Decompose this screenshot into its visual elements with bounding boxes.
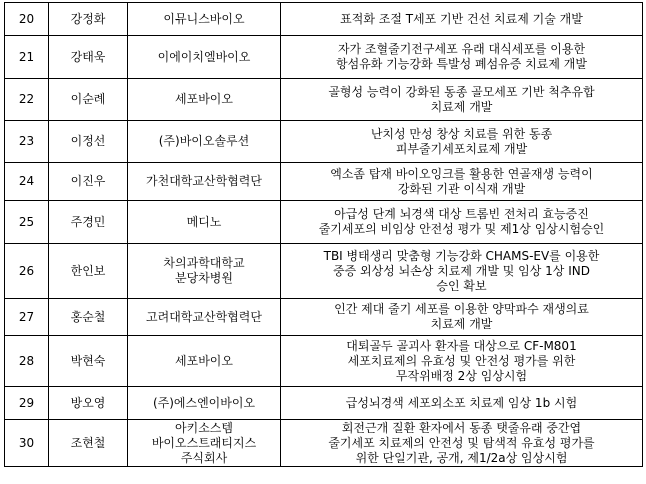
row-number: 29 [5,387,49,420]
organization [128,3,281,36]
organization [128,244,281,299]
project-title-line: TBI 병태생리 맞춤형 기능강화 CHAMS-EV를 이용한 [323,248,600,263]
researcher-name: 강정화 [49,3,128,36]
organization-line: 바이오스트래티지스 [151,435,257,450]
organization [128,299,281,336]
project-title-line: 표적화 조절 T세포 기반 건선 치료제 기술 개발 [340,11,583,26]
table-row [5,79,643,121]
project-title [281,420,643,467]
row-number: 25 [5,201,49,244]
project-title-line: 골형성 능력이 강화된 동종 골모세포 기반 척추유합 [328,84,595,99]
project-title [281,387,643,420]
project-title-line: 위한 단일기관, 공개, 제1/2a상 임상시험 [355,450,568,465]
row-number: 27 [5,299,49,336]
table-row [5,299,643,336]
table-body [5,3,643,467]
project-title-line: 회전근개 질환 환자에서 동종 탯줄유래 중간엽 [341,420,582,435]
project-title [281,79,643,121]
organization-line: 가천대학교산학협력단 [146,174,262,188]
project-title [281,244,643,299]
table-row [5,3,643,36]
researcher-name: 박현숙 [49,336,128,387]
organization-line: 주식회사 [180,450,228,465]
researcher-name: 이진우 [49,163,128,201]
organization-line: 이에이치엘바이오 [157,49,251,64]
organization-line: 차의과학대학교 [163,256,245,270]
project-title-line: 줄기세포 치료제의 안전성 및 탐색적 유효성 평가를 [328,435,595,450]
table-row [5,163,643,201]
organization [128,163,281,201]
row-number: 24 [5,163,49,201]
project-title-line: 항섬유화 기능강화 특발성 폐섬유증 치료제 개발 [336,57,587,71]
row-number: 22 [5,79,49,121]
project-title [281,36,643,79]
project-title-line: 승인 확보 [436,278,487,293]
organization [128,201,281,244]
project-title-line: 인간 제대 줄기 세포를 이용한 양막파수 재생의료 [334,302,589,316]
project-title [281,3,643,36]
table-row [5,336,643,387]
project-title-line: 아급성 단계 뇌경색 대상 트롬빈 전처리 효능증진 [334,207,589,221]
researcher-name: 방오영 [49,387,128,420]
organization-line: 고려대학교산학협력단 [146,309,262,324]
researcher-name: 홍순철 [49,299,128,336]
row-number: 21 [5,36,49,79]
row-number: 28 [5,336,49,387]
project-title-line: 중증 외상성 뇌손상 치료제 개발 및 임상 1상 IND [333,263,590,278]
organization-line: (주)바이오솔루션 [158,134,250,148]
project-title-line: 무작위배정 2상 임상시험 [395,368,528,383]
organization [128,121,281,163]
researcher-name: 이순례 [49,79,128,121]
organization-line: 세포바이오 [175,353,233,368]
researcher-name: 강태욱 [49,36,128,79]
project-title-line: 강화된 기관 이식재 개발 [397,181,526,196]
researcher-name: 주경민 [49,201,128,244]
table-row [5,244,643,299]
organization-line: 아키소스템 [175,420,233,435]
table-row [5,420,643,467]
row-number: 26 [5,244,49,299]
project-title-line: 난치성 만성 창상 치료를 위한 동종 [370,126,553,141]
project-title [281,121,643,163]
organization-line: 이뮤니스바이오 [163,11,245,26]
table-row [5,387,643,420]
project-title [281,336,643,387]
row-number: 20 [5,3,49,36]
organization [128,36,281,79]
project-title [281,299,643,336]
project-title [281,163,643,201]
project-title-line: 치료제 개발 [430,99,493,114]
researcher-name: 이정선 [49,121,128,163]
project-title-line: 급성뇌경색 세포외소포 치료제 임상 1b 시험 [345,395,578,410]
organization [128,336,281,387]
project-title-line: 줄기세포의 비임상 안전성 평가 및 제1상 임상시험승인 [318,222,605,236]
row-number: 30 [5,420,49,467]
project-title-line: 엑소좀 탑재 바이오잉크를 활용한 연골재생 능력이 [330,166,593,181]
project-title-line: 세포치료제의 유효성 및 안전성 평가를 위한 [347,353,576,368]
organization-line: 메디노 [186,214,222,229]
row-number: 23 [5,121,49,163]
organization [128,420,281,467]
organization [128,387,281,420]
organization-line: 분당차병원 [175,271,233,285]
organization [128,79,281,121]
table-row [5,36,643,79]
project-title-line: 자가 조혈줄기전구세포 유래 대식세포를 이용한 [337,42,586,56]
table-row [5,121,643,163]
project-title-line: 대퇴골두 골괴사 환자를 대상으로 CF-M801 [346,338,577,353]
organization-line: (주)에스엔이바이오 [152,395,256,410]
researcher-name: 한인보 [49,244,128,299]
project-title-line: 피부줄기세포치료제 개발 [395,141,528,156]
awardee-table [4,2,643,467]
table-row [5,201,643,244]
project-title [281,201,643,244]
researcher-name: 조현철 [49,420,128,467]
organization-line: 세포바이오 [175,92,233,106]
project-title-line: 치료제 개발 [430,317,493,331]
